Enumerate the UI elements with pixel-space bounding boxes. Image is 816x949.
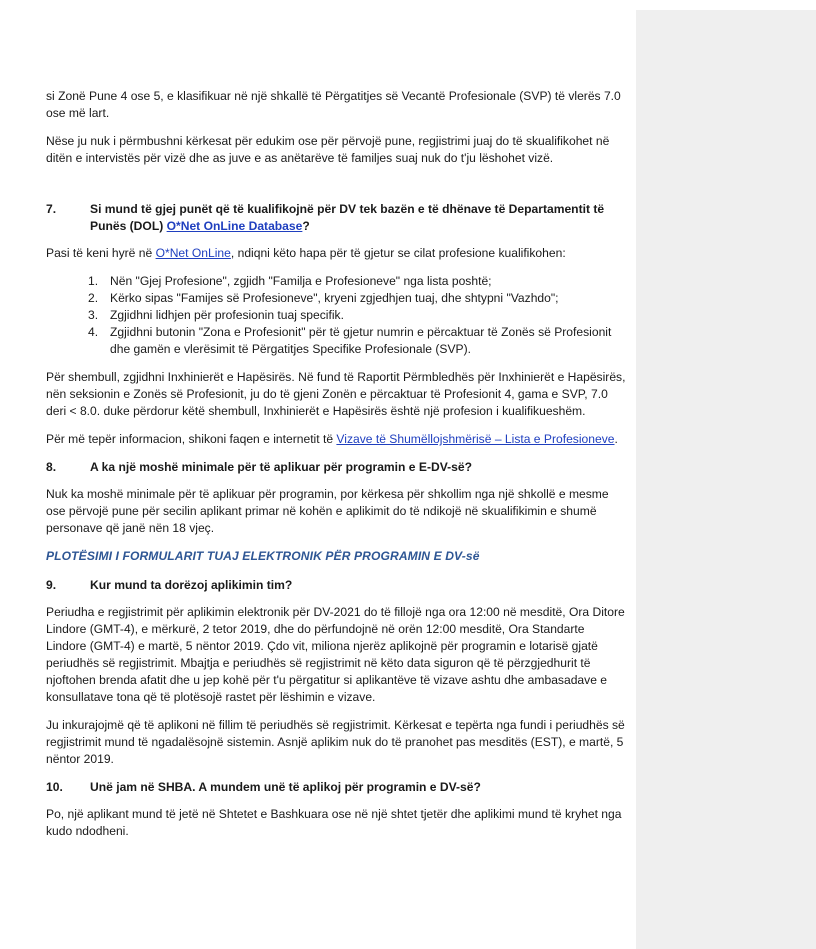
list-text: Zgjidhni butonin "Zona e Profesionit" për të gjetur numrin e përcaktuar të Zonës së Profesionit dhe gamën e vlerësimit të Përgatitjes Specifike Profesionale (SVP). (110, 325, 612, 356)
list-number: 4. (88, 325, 99, 339)
occupations-list-link[interactable]: Vizave të Shumëllojshmërisë – Lista e Profesioneve (336, 432, 615, 446)
question-text-end: ? (302, 219, 310, 233)
list-text: Kërko sipas "Famijes së Profesioneve", kryeni zgjedhjen tuaj, dhe shtypni "Vazhdo"; (110, 291, 559, 305)
question-10 (46, 779, 626, 796)
q7-answer-intro (46, 245, 626, 262)
list-item (46, 307, 626, 324)
question-8 (46, 459, 626, 476)
question-text-part: Si mund të gjej punët që të kualifikojnë për DV tek bazën e të dhënave të Departamentit të Punës (DOL) (90, 202, 605, 233)
onet-database-link[interactable]: O*Net OnLine Database (166, 219, 303, 233)
list-text: Nën "Gjej Profesione", zgjidh "Familja e Profesioneve" nga lista poshtë; (110, 274, 492, 288)
question-7 (46, 201, 626, 235)
list-number: 1. (88, 274, 99, 288)
q8-answer: Nuk ka moshë minimale për të aplikuar për programin, por kërkesa për shkollim nga një shkollë e mesme ose përvojë pune për secilin aplikant primar në kohën e aplikimit do të ndikojë në skualifikimin e shumë personave që janë nën 18 vjeç. (46, 487, 609, 535)
answer-text: Pasi të keni hyrë në (46, 246, 156, 260)
question-text: Kur mund ta dorëzoj aplikimin tim? (90, 578, 293, 592)
section-heading: PLOTËSIMI I FORMULARIT TUAJ ELEKTRONIK PËR PROGRAMIN E DV-së (46, 549, 480, 563)
question-number: 10. (46, 780, 63, 794)
question-text: A ka një moshë minimale për të aplikuar për programin e E-DV-së? (90, 460, 472, 474)
intro-paragraph-2: Nëse ju nuk i përmbushni kërkesat për edukim ose për përvojë pune, regjistrimi juaj do të skualifikohet në ditën e intervistës për vizë dhe as juve e as anëtarëve të familjes suaj nuk do t'ju lëshohet vizë. (46, 134, 610, 165)
answer-text: , ndiqni këto hapa për të gjetur se cilat profesione kualifikohen: (230, 246, 566, 260)
list-item (46, 290, 626, 307)
list-item (46, 273, 626, 290)
question-9 (46, 577, 626, 594)
question-number: 9. (46, 578, 57, 592)
steps-list (46, 273, 626, 358)
list-text: Zgjidhni lidhjen për profesionin tuaj specifik. (110, 308, 344, 322)
q10-answer: Po, një aplikant mund të jetë në Shtetet e Bashkuara ose në një shtet tjetër dhe aplikimi mund të kryhet nga kudo ndodheni. (46, 807, 622, 838)
intro-paragraph-1: si Zonë Pune 4 ose 5, e klasifikuar në një shkallë të Përgatitjes së Vecantë Profesionale (SVP) të vlerës 7.0 ose më lart. (46, 89, 621, 120)
q9-answer-1: Periudha e regjistrimit për aplikimin elektronik për DV-2021 do të fillojë nga ora 12:00 në mesditë, Ora Ditore Lindore (GMT-4), e mërkurë, 2 tetor 2019, dhe do përfundojnë në orën 12:00 mesditë, Ora Standarte Lindore (GMT-4) e martë, 5 nëntor 2019. Çdo vit, miliona njerëz aplikojnë për programin e lotarisë gjatë periudhës së regjistrimit. Mbajtja e periudhës së regjistrimit në këto data siguron që të përzgjedhurit të njoftohen brenda afatit dhe u jep kohë për t'u përgatitur si aplikantëve të vizave ashtu dhe ambasadave e konsullatave tona që të plotësojë rastet për lëshimin e vizave. (46, 605, 625, 704)
q7-example: Për shembull, zgjidhni Inxhinierët e Hapësirës. Në fund të Raportit Përmbledhës për Inxhinierët e Hapësirës, nën seksionin e Zonës së Profesionit, ju do të gjeni Zonën e përcaktuar të Profesionit 4, gama e SVP, 7.0 deri < 8.0. duke përdorur këtë shembull, Inxhinierët e Hapësirës është një profesion i kualifikueshëm. (46, 370, 626, 418)
comment-margin-panel (636, 10, 816, 949)
onet-online-link[interactable]: O*Net OnLine (155, 246, 231, 260)
question-text: Unë jam në SHBA. A mundem unë të aplikoj për programin e DV-së? (90, 780, 481, 794)
q9-answer-2: Ju inkurajojmë që të aplikoni në fillim të periudhës së regjistrimit. Kërkesat e tepërta nga fundi i periudhës së regjistrimit mund të ngadalësojnë sistemin. Asnjë aplikim nuk do të pranohet pas mesditës (EST), e martë, 5 nëntor 2019. (46, 718, 625, 766)
q7-more-info (46, 431, 626, 448)
answer-text: Për më tepër informacion, shikoni faqen e internetit të (46, 432, 337, 446)
document-body (46, 88, 626, 851)
answer-text: . (614, 432, 618, 446)
question-number: 7. (46, 202, 57, 216)
list-number: 2. (88, 291, 99, 305)
list-item (46, 324, 626, 358)
list-number: 3. (88, 308, 99, 322)
question-text (90, 201, 626, 235)
question-number: 8. (46, 460, 57, 474)
